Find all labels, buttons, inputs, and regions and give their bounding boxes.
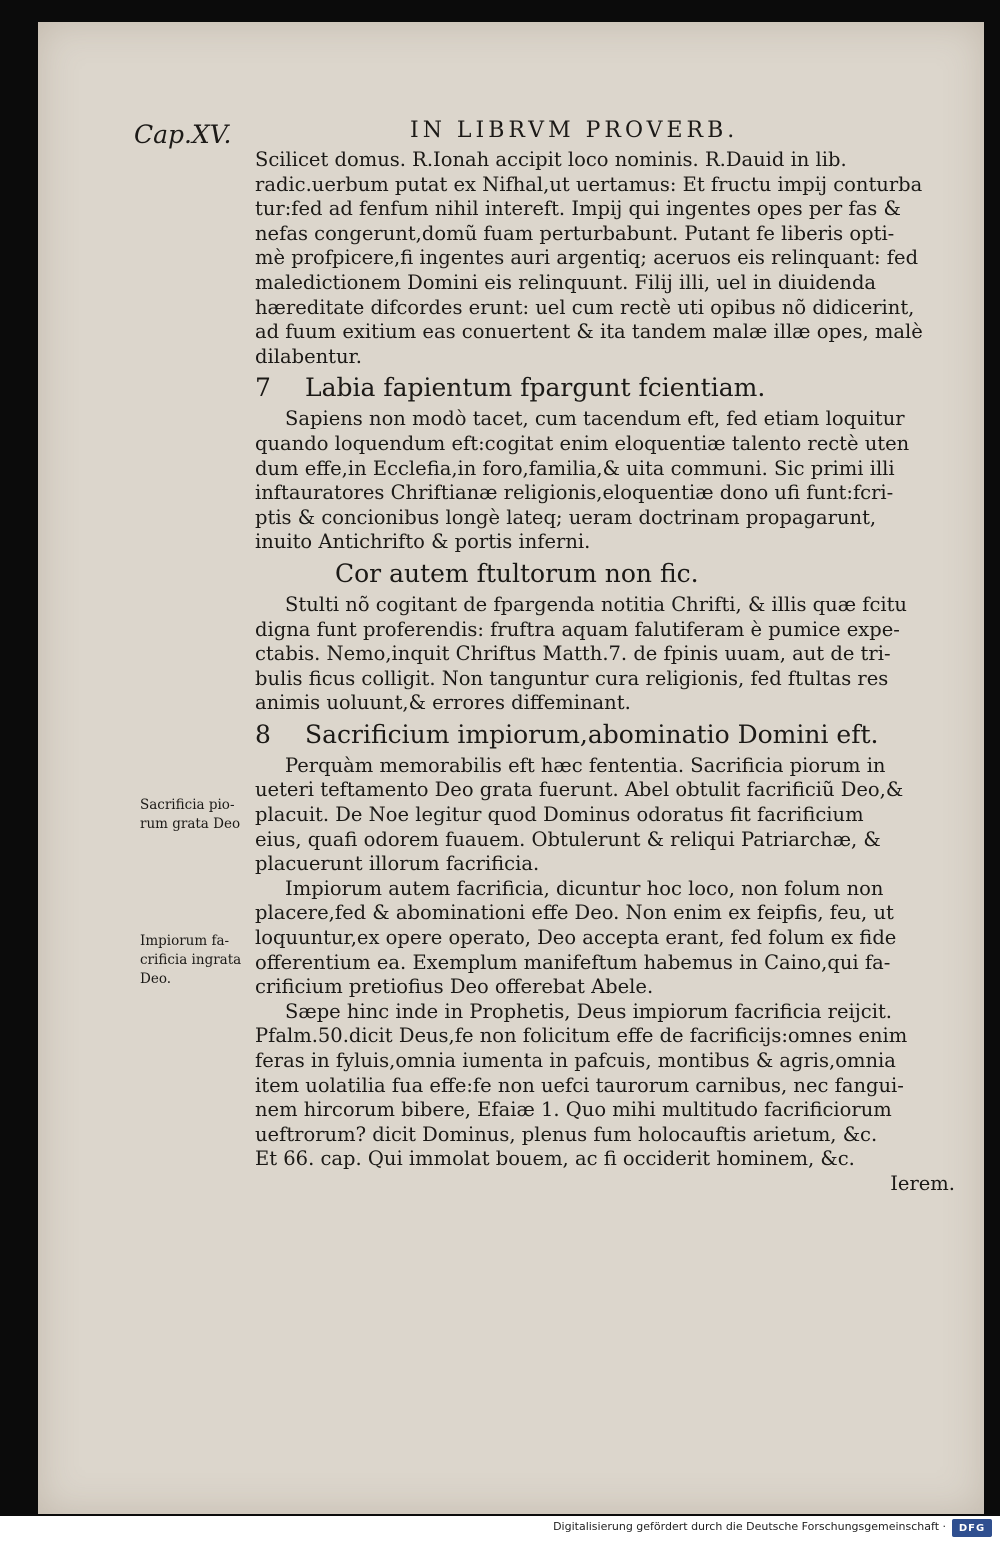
dfg-logo-icon: DFG: [952, 1519, 992, 1537]
text-line: radic.uerbum putat ex Nifhal,ut uertamus: Et fructu impij conturba: [255, 172, 923, 196]
text-line: ptis & concionibus longè lateq; ueram doctrinam propagarunt,: [255, 505, 877, 529]
text-line: inftauratores Chriftianæ religionis,eloquentiæ dono ufi funt:fcri-: [255, 481, 894, 505]
funding-credit: Digitalisierung gefördert durch die Deutsche Forschungsgemeinschaft ·: [553, 1520, 946, 1533]
text-line: offerentium ea. Exemplum manifeftum habemus in Caino,qui fa-: [255, 950, 891, 974]
text-line: animis uoluunt,& errores diffeminant.: [255, 691, 631, 715]
running-head-title: IN LIBRVM PROVERB.: [410, 118, 739, 143]
text-line: ueftrorum? dicit Dominus, plenus fum holocauftis arietum, &c.: [255, 1122, 878, 1146]
text-line: tur:fed ad fenfum nihil intereft. Impij qui ingentes opes per fas &: [255, 197, 901, 221]
text-line: nefas congerunt,domũ fuam perturbabunt. Putant fe liberis opti-: [255, 221, 895, 245]
text-line: hæreditate difcordes erunt: uel cum rectè uti opibus nõ didicerint,: [255, 295, 915, 319]
sidenote-line: Deo.: [140, 971, 171, 987]
text-line: placuerunt illorum facrificia.: [255, 852, 540, 876]
sidenote-sacrificia-piorum: [140, 796, 260, 834]
text-line: mè profpicere,fi ingentes auri argentiq; aceruos eis relinquant: fed: [255, 246, 919, 270]
text-line: maledictionem Domini eis relinquunt. Filij illi, uel in diuidenda: [255, 270, 877, 294]
text-line: ueteri teftamento Deo grata fuerunt. Abel obtulit facrificiũ Deo,&: [255, 778, 904, 802]
verse-number: 8: [255, 719, 271, 749]
verse-heading: [255, 371, 955, 405]
main-text-column: [255, 148, 955, 1197]
text-line: feras in fyluis,omnia iumenta in pafcuis, montibus & agris,omnia: [255, 1049, 896, 1072]
text-line: Impiorum autem facrificia, dicuntur hoc loco, non folum non: [285, 876, 884, 900]
text-line: Pfalm.50.dicit Deus,fe non folicitum effe de facrificijs:omnes enim: [255, 1024, 908, 1048]
chapter-label: Cap.XV.: [134, 120, 232, 149]
text-line: eius, quafi odorem fuauem. Obtulerunt & reliqui Patriarchæ, &: [255, 827, 881, 851]
footer-bar: [0, 1516, 1000, 1543]
text-line: dilabentur.: [255, 344, 362, 368]
text-line: item uolatilia fua effe:fe non uefci taurorum carnibus, nec fangui-: [255, 1073, 904, 1097]
text-line: ad fuum exitium eas conuertent & ita tandem malæ illæ opes, malè: [255, 320, 923, 344]
text-line: inuito Antichrifto & portis inferni.: [255, 530, 591, 554]
text-line: Scilicet domus. R.Ionah accipit loco nominis. R.Dauid in lib.: [255, 148, 847, 171]
sidenote-line: Impiorum fa-: [140, 933, 230, 949]
text-line: Ierem.: [890, 1171, 955, 1195]
text-line: Sæpe hinc inde in Prophetis, Deus impiorum facrificia reijcit.: [285, 999, 892, 1023]
text-line: placere,fed & abominationi effe Deo. Non enim ex feipfis, feu, ut: [255, 901, 894, 925]
text-line: digna funt proferendis: fruftra aquam falutiferam è pumice expe-: [255, 617, 900, 641]
text-line: Stulti nõ cogitant de fpargenda notitia Chrifti, & illis quæ fcitu: [285, 592, 907, 616]
verse-text: Labia fapientum fpargunt fcientiam.: [305, 373, 766, 403]
text-line: quando loquendum eft:cogitat enim eloquentiæ talento rectè uten: [255, 431, 910, 455]
text-line: bulis ficus colligit. Non tanguntur cura religionis, fed ftultas res: [255, 666, 889, 690]
sidenote-line: Sacrificia pio-: [140, 797, 235, 813]
sidenote-line: rum grata Deo: [140, 816, 241, 832]
sidenote-impiorum-sacrificia: [140, 932, 260, 989]
text-line: dum effe,in Ecclefia,in foro,familia,& uita communi. Sic primi illi: [255, 456, 895, 480]
text-line: Perquàm memorabilis eft hæc fententia. Sacrificia piorum in: [285, 753, 886, 777]
text-line: loquuntur,ex opere operato, Deo accepta erant, fed folum ex fide: [255, 926, 897, 950]
text-line: nem hircorum bibere, Efaiæ 1. Quo mihi multitudo facrificiorum: [255, 1098, 892, 1122]
verse-heading: Cor autem ftultorum non fic.: [335, 558, 699, 588]
verse-text: Sacrificium impiorum,abominatio Domini eft.: [305, 719, 879, 749]
text-line: Sapiens non modò tacet, cum tacendum eft, fed etiam loquitur: [285, 407, 905, 431]
text-line: crificium pretiofius Deo offerebat Abele.: [255, 975, 654, 999]
text-line: Et 66. cap. Qui immolat bouem, ac fi occiderit hominem, &c.: [255, 1147, 855, 1171]
text-line: ctabis. Nemo,inquit Chriftus Matth.7. de fpinis uuam, aut de tri-: [255, 642, 891, 666]
sidenote-line: crificia ingrata: [140, 952, 242, 968]
verse-number: 7: [255, 373, 271, 403]
verse-heading: [255, 718, 955, 752]
text-line: placuit. De Noe legitur quod Dominus odoratus fit facrificium: [255, 803, 864, 827]
